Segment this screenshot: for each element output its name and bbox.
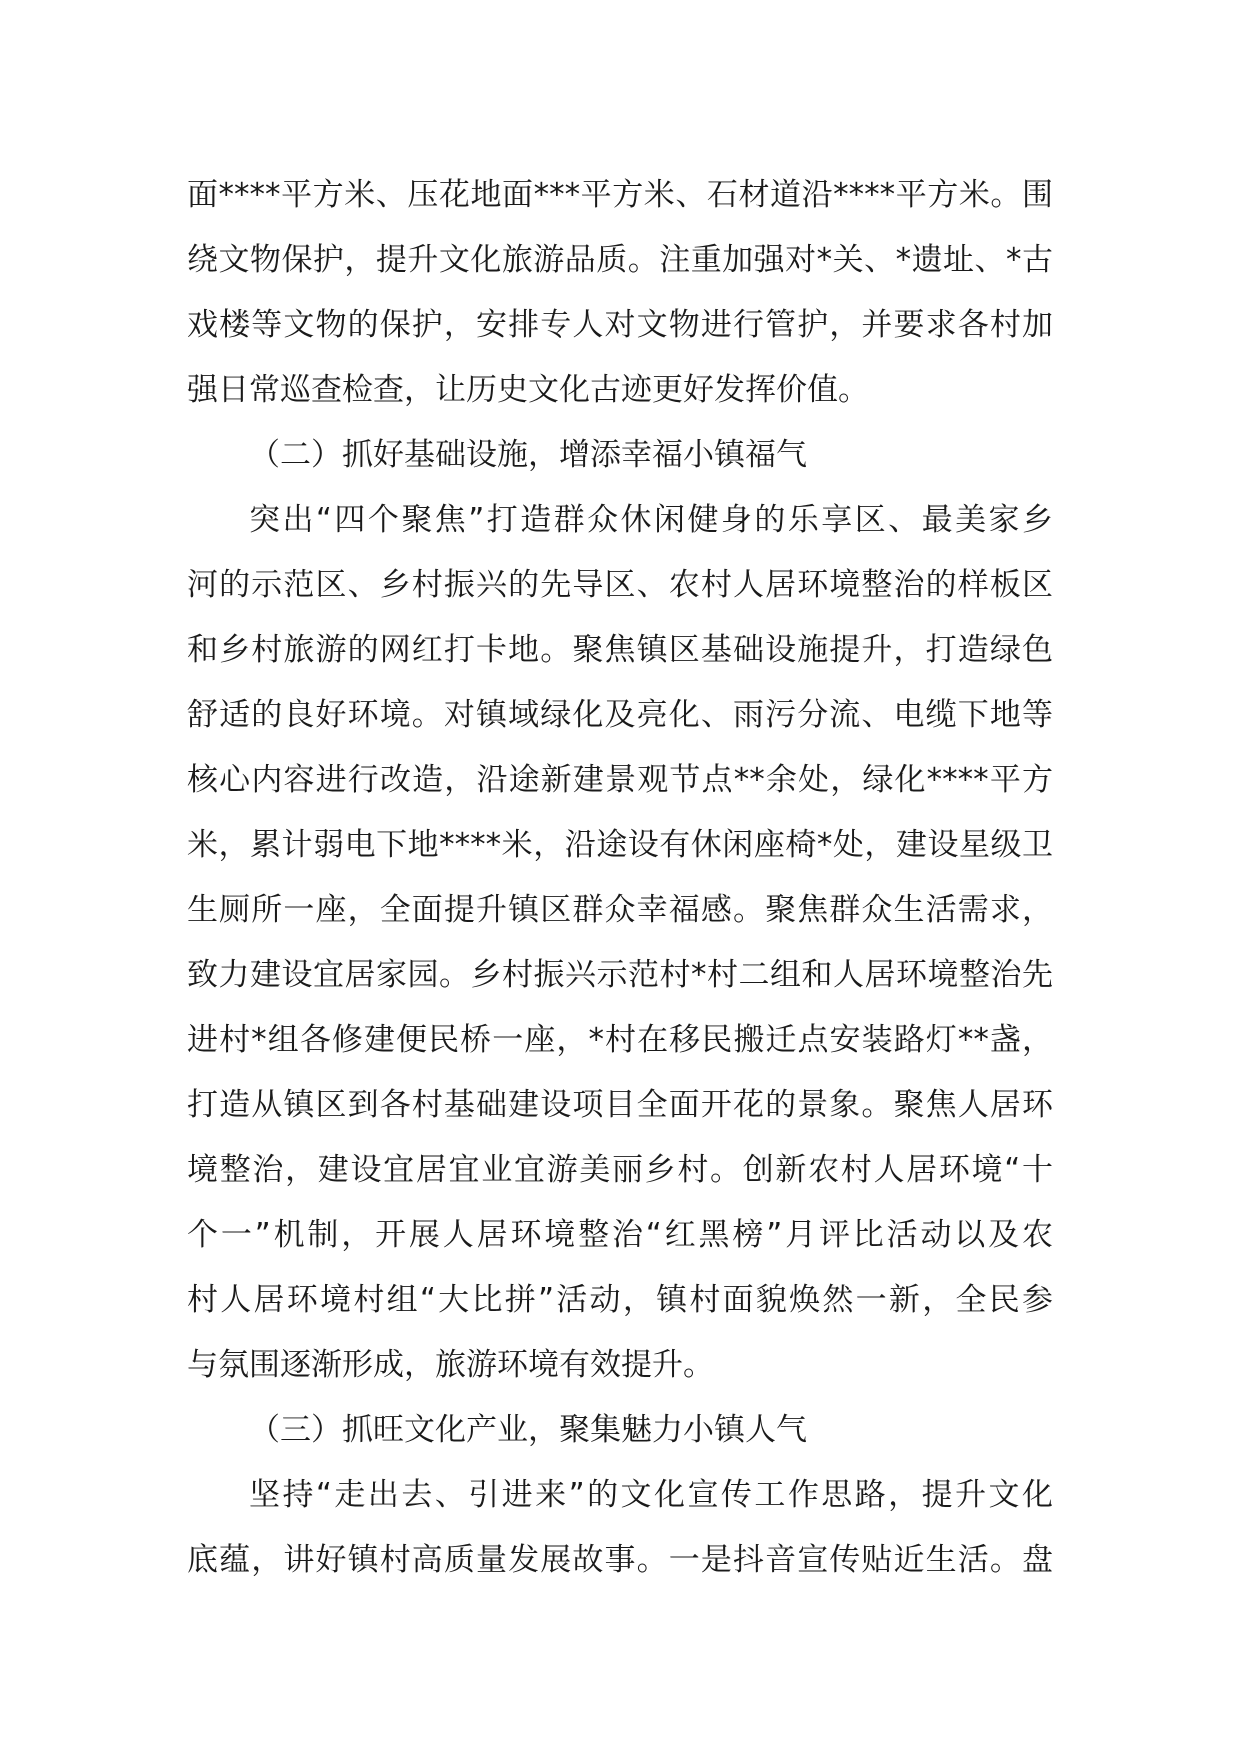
text-line: 坚持“走出去、引进来”的文化宣传工作思路，提升文化	[249, 1477, 1053, 1513]
text-line: 村人居环境村组“大比拼”活动，镇村面貌焕然一新，全民参	[187, 1282, 1053, 1318]
text-line: 进村*组各修建便民桥一座，*村在移民搬迁点安装路灯**盏，	[187, 1022, 1053, 1058]
text-line: 与氛围逐渐形成，旅游环境有效提升。	[187, 1347, 714, 1383]
section-heading: （二）抓好基础设施，增添幸福小镇福气	[249, 437, 807, 473]
text-line: 底蕴，讲好镇村高质量发展故事。一是抖音宣传贴近生活。盘	[187, 1542, 1053, 1578]
text-line: 强日常巡查检查，让历史文化古迹更好发挥价值。	[187, 372, 869, 408]
text-line: 和乡村旅游的网红打卡地。聚焦镇区基础设施提升，打造绿色	[187, 632, 1053, 668]
text-line: 境整治，建设宜居宜业宜游美丽乡村。创新农村人居环境“十	[187, 1152, 1053, 1188]
text-line: 戏楼等文物的保护，安排专人对文物进行管护，并要求各村加	[187, 307, 1053, 343]
section-heading: （三）抓旺文化产业，聚集魅力小镇人气	[249, 1412, 807, 1448]
text-line: 舒适的良好环境。对镇域绿化及亮化、雨污分流、电缆下地等	[187, 697, 1053, 733]
text-line: 个一”机制，开展人居环境整治“红黑榜”月评比活动以及农	[187, 1217, 1053, 1253]
text-line: 河的示范区、乡村振兴的先导区、农村人居环境整治的样板区	[187, 567, 1053, 603]
text-line: 面****平方米、压花地面***平方米、石材道沿****平方米。围	[187, 177, 1053, 213]
text-line: 生厕所一座，全面提升镇区群众幸福感。聚焦群众生活需求，	[187, 892, 1053, 928]
text-line: 核心内容进行改造，沿途新建景观节点**余处，绿化****平方	[187, 762, 1053, 798]
text-line: 绕文物保护，提升文化旅游品质。注重加强对*关、*遗址、*古	[187, 242, 1053, 278]
text-line: 打造从镇区到各村基础建设项目全面开花的景象。聚焦人居环	[187, 1087, 1053, 1123]
text-line: 致力建设宜居家园。乡村振兴示范村*村二组和人居环境整治先	[187, 957, 1053, 993]
document-page	[187, 163, 1053, 1593]
text-line: 突出“四个聚焦”打造群众休闲健身的乐享区、最美家乡	[249, 502, 1053, 538]
text-line: 米，累计弱电下地****米，沿途设有休闲座椅*处，建设星级卫	[187, 827, 1053, 863]
